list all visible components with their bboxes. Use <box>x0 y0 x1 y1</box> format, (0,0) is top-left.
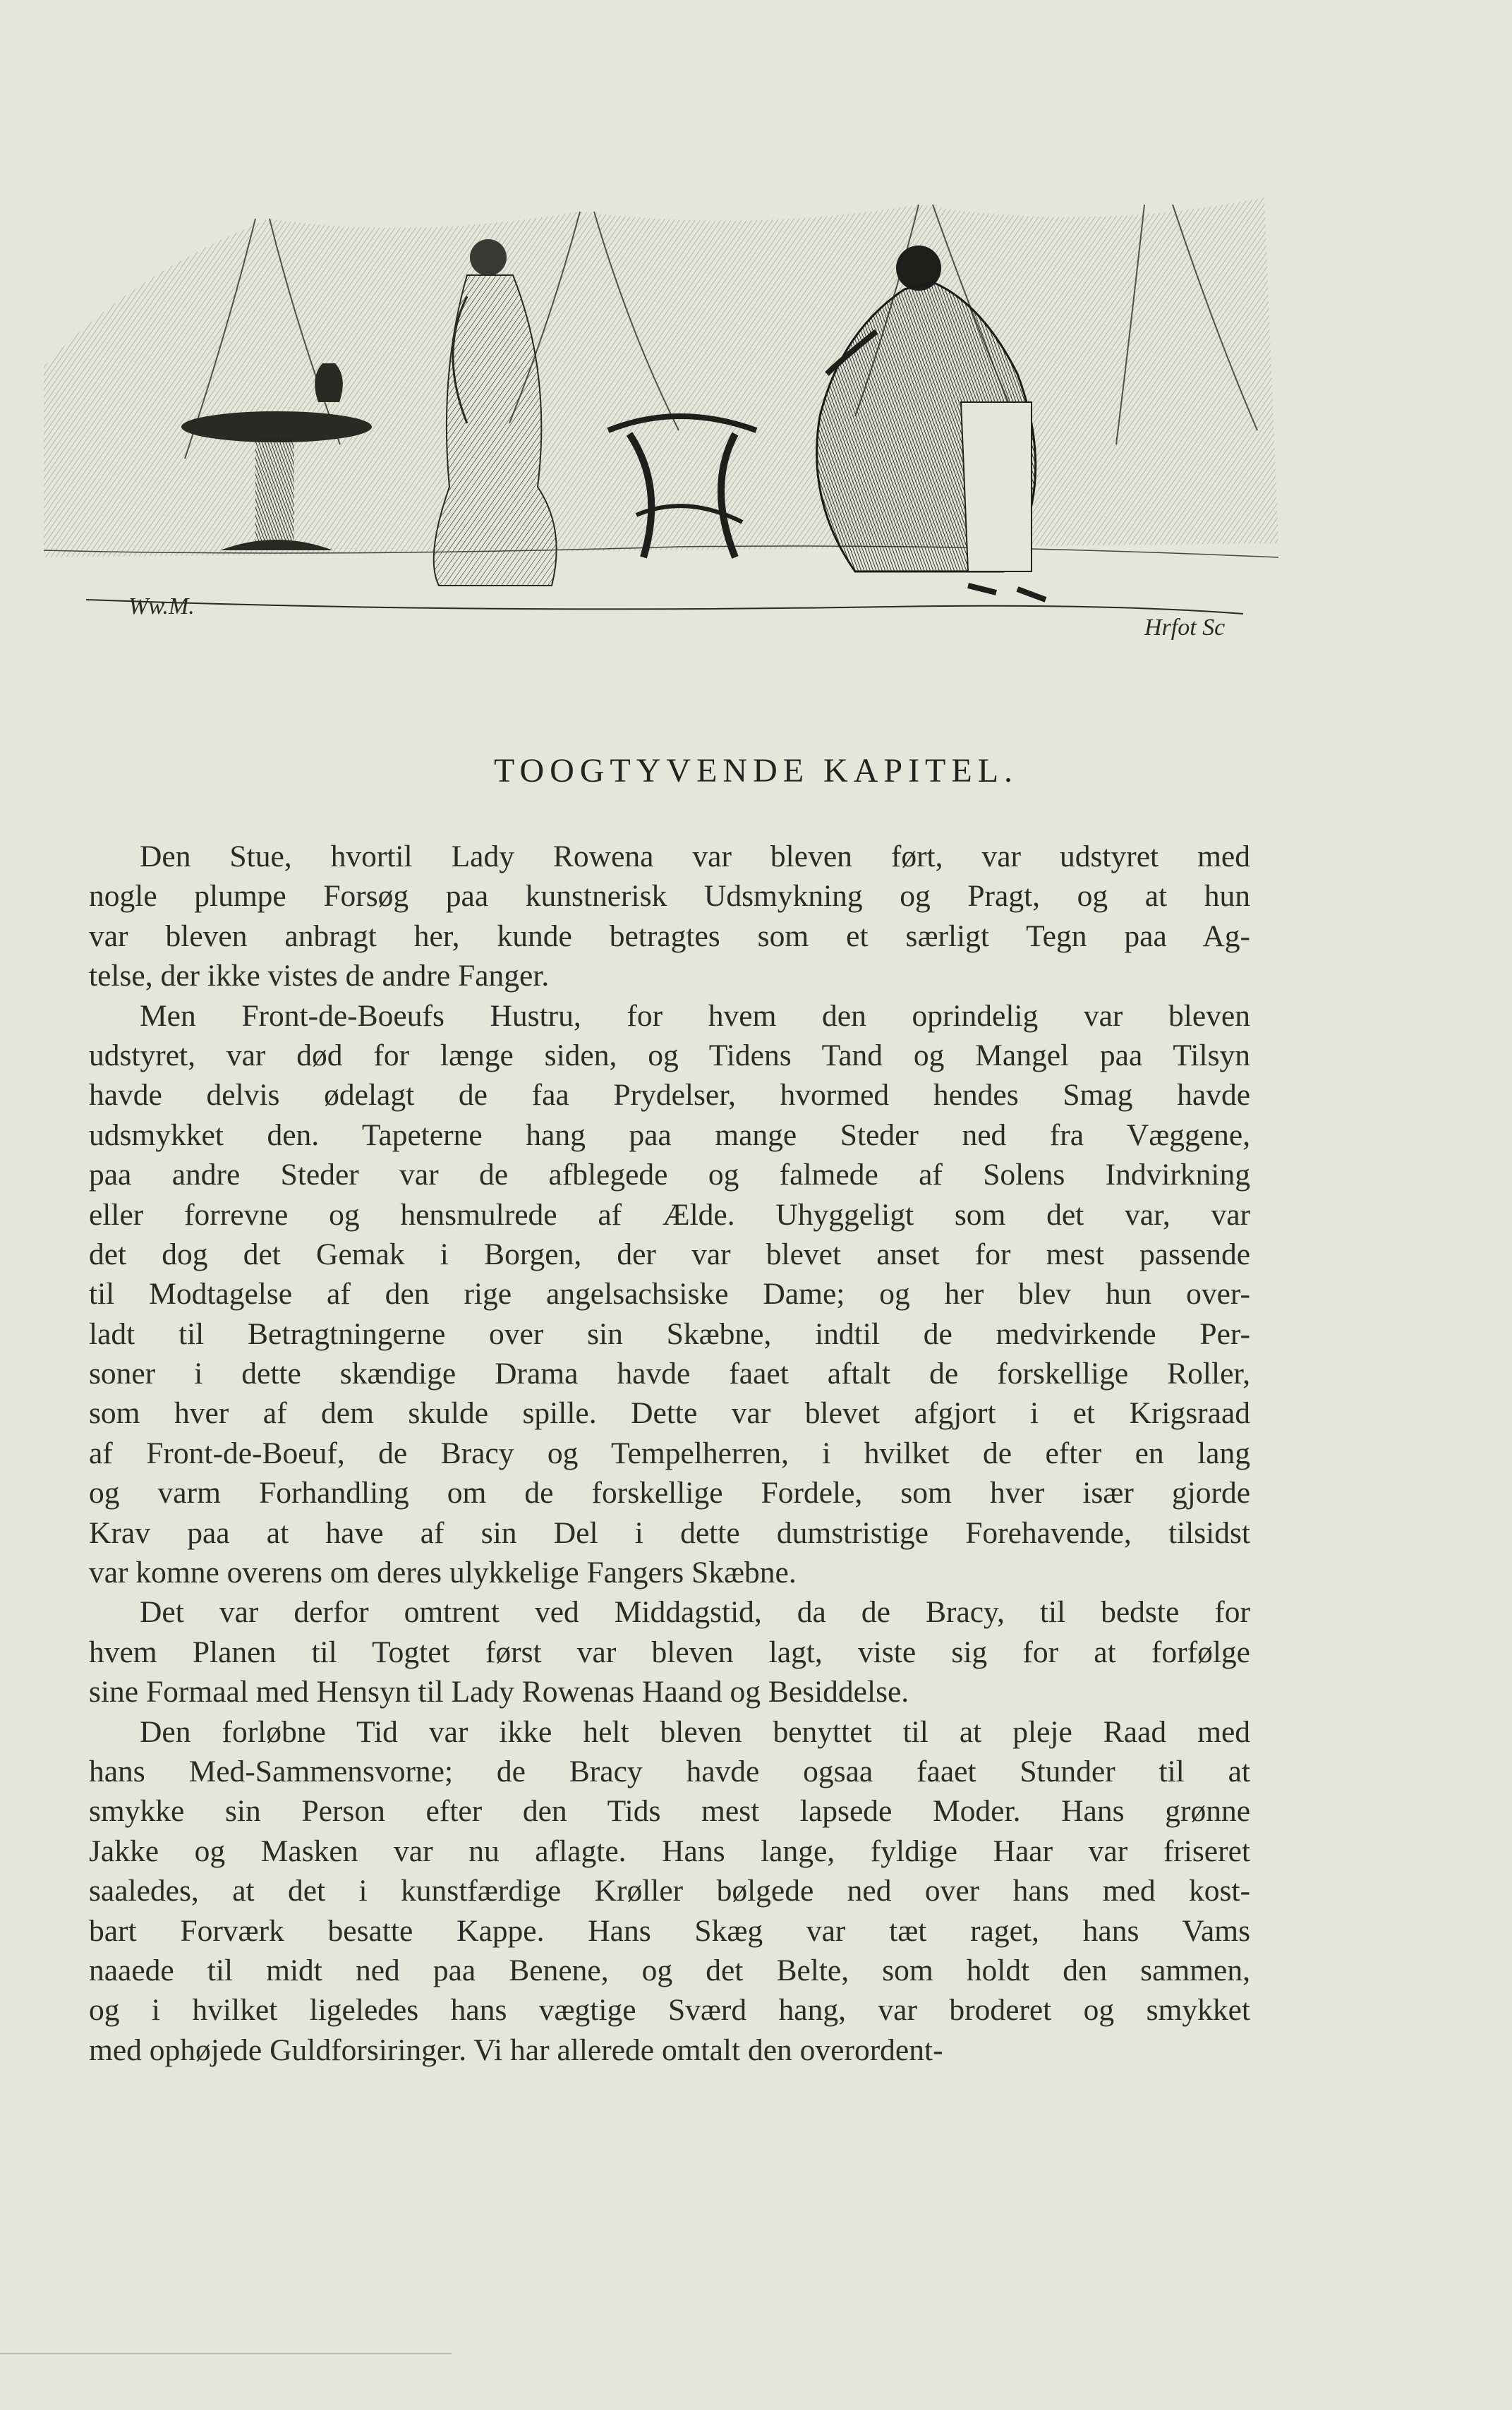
paragraph-line: eller forrevne og hensmulrede af Ælde. Uhyggeligt som det var, var <box>89 1197 1250 1232</box>
paragraph-line: Krav paa at have af sin Del i dette dumstristige Forehavende, tilsidst <box>89 1515 1250 1550</box>
paragraph-line: udsmykket den. Tapeterne hang paa mange Steder ned fra Væggene, <box>89 1118 1250 1152</box>
paragraph-line: saaledes, at det i kunstfærdige Krøller bølgede ned over hans med kost- <box>89 1874 1250 1908</box>
paragraph-line: til Modtagelse af den rige angelsachsiske Dame; og her blev hun over- <box>89 1277 1250 1312</box>
paragraph-line: var bleven anbragt her, kunde betragtes som et særligt Tegn paa Ag- <box>89 919 1250 953</box>
chapter-title: TOOGTYVENDE KAPITEL. <box>493 752 1019 789</box>
paragraph-line: hans Med-Sammensvorne; de Bracy havde ogsaa faaet Stunder til at <box>89 1754 1250 1788</box>
bottom-rule <box>0 2353 452 2354</box>
paragraph-line: bart Forværk besatte Kappe. Hans Skæg var tæt raget, hans Vams <box>89 1913 1250 1948</box>
paragraph-line: og varm Forhandling om de forskellige Fordele, som hver især gjorde <box>89 1476 1250 1510</box>
paragraph-line: som hver af dem skulde spille. Dette var blevet afgjort i et Krigsraad <box>89 1396 1250 1431</box>
paragraph-line: havde delvis ødelagt de faa Prydelser, hvormed hendes Smag havde <box>89 1078 1250 1113</box>
paragraph-line: Jakke og Masken var nu aflagte. Hans lange, fyldige Haar var friseret <box>89 1834 1250 1868</box>
paragraph-line: Det var derfor omtrent ved Middagstid, da de Bracy, til bedste for <box>140 1595 1250 1630</box>
paragraph-line: det dog det Gemak i Borgen, der var blevet anset for mest passende <box>89 1237 1250 1271</box>
paragraph-line: med ophøjede Guldforsiringer. Vi har allerede omtalt den overordent- <box>89 2033 943 2067</box>
paragraph-line: ladt til Betragtningerne over sin Skæbne, indtil de medvirkende Per- <box>89 1316 1250 1351</box>
body-text <box>89 837 1250 2070</box>
engraving-icon <box>44 190 1278 656</box>
paragraph-line: Men Front-de-Boeufs Hustru, for hvem den oprindelig var bleven <box>140 998 1250 1033</box>
paragraph-line: smykke sin Person efter den Tids mest lapsede Moder. Hans grønne <box>89 1794 1250 1829</box>
paragraph-line: var komne overens om deres ulykkelige Fangers Skæbne. <box>89 1556 797 1590</box>
paragraph-line: paa andre Steder var de afblegede og falmede af Solens Indvirkning <box>89 1158 1250 1192</box>
paragraph-line: Den forløbne Tid var ikke helt bleven benyttet til at pleje Raad med <box>140 1714 1250 1749</box>
paragraph-line: naaede til midt ned paa Benene, og det Belte, som holdt den sammen, <box>89 1953 1250 1987</box>
paragraph-line: sine Formaal med Hensyn til Lady Rowenas Haand og Besiddelse. <box>89 1675 909 1709</box>
paragraph-line: telse, der ikke vistes de andre Fanger. <box>89 959 550 993</box>
illustration-signature-right: Hrfot Sc <box>1144 614 1226 641</box>
paragraph-line: hvem Planen til Togtet først var bleven lagt, viste sig for at forfølge <box>89 1635 1250 1669</box>
paragraph-line: af Front-de-Boeuf, de Bracy og Tempelherren, i hvilket de efter en lang <box>89 1436 1250 1470</box>
paragraph-line: Den Stue, hvortil Lady Rowena var bleven ført, var udstyret med <box>140 840 1250 873</box>
paragraph-line: udstyret, var død for længe siden, og Tidens Tand og Mangel paa Tilsyn <box>89 1038 1250 1072</box>
chapter-illustration <box>44 190 1278 656</box>
paragraph-line: og i hvilket ligeledes hans vægtige Sværd hang, var broderet og smykket <box>89 1993 1250 2028</box>
paragraph-line: nogle plumpe Forsøg paa kunstnerisk Udsmykning og Pragt, og at hun <box>89 879 1250 914</box>
illustration-signature-left: Ww.M. <box>128 593 195 619</box>
paragraph-line: soner i dette skændige Drama havde faaet aftalt de forskellige Roller, <box>89 1357 1250 1391</box>
